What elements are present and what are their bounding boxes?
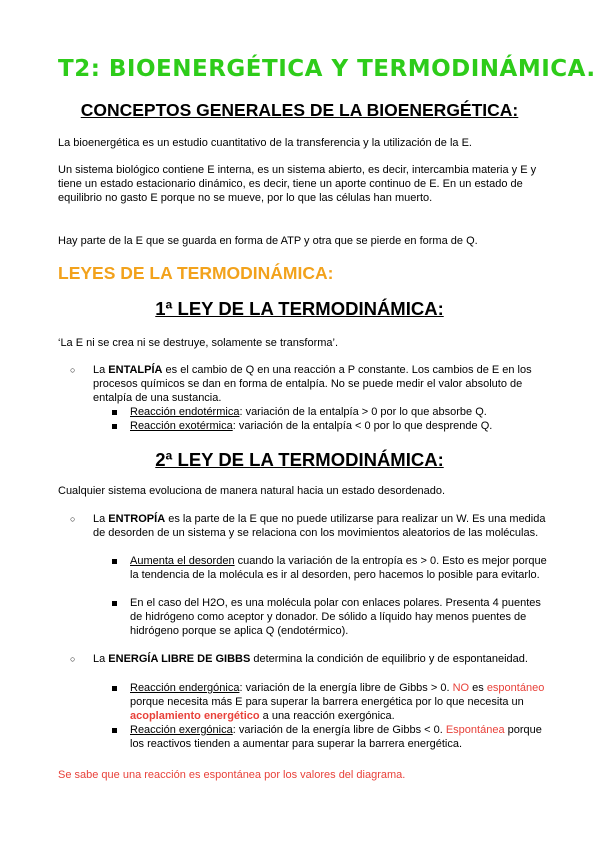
bullet-prefix: La (93, 513, 109, 525)
highlight-no: NO (452, 682, 470, 694)
term-endotermica: Reacción endotérmica (130, 406, 240, 418)
paragraph-atp: Hay parte de la E que se guarda en forma de ATP y otra que se pierde en forma de Q. (58, 235, 478, 247)
square-bullet-icon (112, 424, 117, 429)
document-title: T2: BIOENERGÉTICA Y TERMODINÁMICA. (58, 56, 596, 82)
square-bullet-icon (112, 728, 117, 733)
bullet-circle-icon: ○ (70, 654, 76, 664)
paragraph-segunda-ley-intro: Cualquier sistema evoluciona de manera natural hacia un estado desordenado. (58, 485, 446, 497)
bullet-prefix: La (93, 653, 109, 665)
sub-text: : variación de la entalpía > 0 por lo que absorbe Q. (239, 406, 487, 418)
heading-leyes: LEYES DE LA TERMODINÁMICA: (58, 263, 334, 283)
highlight-acoplamiento: acoplamiento energético (130, 710, 260, 722)
sub-endotermica (130, 405, 550, 419)
bullet-text: es el cambio de Q en una reacción a P constante. Los cambios de E en los procesos químicos se dan en forma de entalpía. No se puede medir el valor absoluto de entalpía de una sustancia. (93, 364, 532, 404)
term-entropia: ENTROPÍA (108, 513, 166, 525)
heading-conceptos: CONCEPTOS GENERALES DE LA BIOENERGÉTICA: (80, 100, 519, 120)
paragraph-bioenergetica: La bioenergética es un estudio cuantitativo de la transferencia y la utilización de la E. (58, 137, 472, 149)
term-exergonica: Reacción exergónica (130, 724, 233, 736)
bullet-circle-icon: ○ (70, 514, 76, 524)
bullet-prefix: La (93, 364, 109, 376)
term-endergonica: Reacción endergónica (130, 682, 240, 694)
sub-text: cuando la variación de la entropía es > 0. Esto es mejor porque la tendencia de la molécula es ir al desorden, pero hacemos lo posible para evitarlo. (130, 555, 547, 581)
term-entalpia: ENTALPÍA (108, 364, 163, 376)
highlight-espontanea: Espontánea (445, 724, 505, 736)
bullet-gibbs (93, 652, 548, 666)
sub-text: a una reacción exergónica. (259, 710, 395, 722)
square-bullet-icon (112, 559, 117, 564)
sub-exotermica (130, 419, 550, 433)
sub-text: es (469, 682, 487, 694)
square-bullet-icon (112, 410, 117, 415)
heading-primera-ley: 1ª LEY DE LA TERMODINÁMICA: (155, 298, 444, 319)
sub-text: porque necesita más E para superar la barrera energética por lo que necesita un (130, 696, 524, 708)
heading-segunda-ley: 2ª LEY DE LA TERMODINÁMICA: (155, 449, 444, 470)
sub-text: : variación de la energía libre de Gibbs < 0. (232, 724, 446, 736)
paragraph-sistema-biologico: Un sistema biológico contiene E interna, es un sistema abierto, es decir, intercambia materia y E y tiene un estado estacionario dinámico, es decir, tiene un aporte continuo de E. En un estado de equilibrio no gasto E porque no se mueve, por lo que las células han muerto. (58, 164, 537, 204)
sub-aumenta-desorden (130, 554, 550, 582)
bullet-text: es la parte de la E que no puede utilizarse para realizar un W. Es una medida de desorden de un sistema y se relaciona con los movimientos aleatorios de las moléculas. (93, 513, 546, 539)
bullet-entropia (93, 512, 548, 540)
bullet-circle-icon: ○ (70, 365, 76, 375)
bullet-text: determina la condición de equilibrio y de espontaneidad. (250, 653, 528, 665)
sub-endergonica (130, 681, 550, 723)
term-aumenta-desorden: Aumenta el desorden (130, 555, 235, 567)
sub-exergonica (130, 723, 550, 751)
sub-text: porque los reactivos tienden a aumentar para superar la barrera energética. (130, 724, 542, 750)
term-exotermica: Reacción exotérmica (130, 420, 233, 432)
bullet-entalpia (93, 363, 548, 405)
quote-primera-ley: ‘La E ni se crea ni se destruye, solamente se transforma’. (58, 337, 339, 349)
sub-text: : variación de la energía libre de Gibbs > 0. (239, 682, 453, 694)
highlight-espontaneo: espontáneo (486, 682, 545, 694)
square-bullet-icon (112, 601, 117, 606)
sub-text: : variación de la entalpía < 0 por lo que desprende Q. (232, 420, 493, 432)
sub-h2o: En el caso del H2O, es una molécula polar con enlaces polares. Presenta 4 puentes de hidrógeno como aceptor y donador. De sólido a líquido hay menos puentes de hidrógeno porque se aplica Q (endotérmico). (130, 597, 541, 637)
square-bullet-icon (112, 686, 117, 691)
term-gibbs: ENERGÍA LIBRE DE GIBBS (108, 653, 251, 665)
footer-note: Se sabe que una reacción es espontánea por los valores del diagrama. (58, 769, 406, 781)
